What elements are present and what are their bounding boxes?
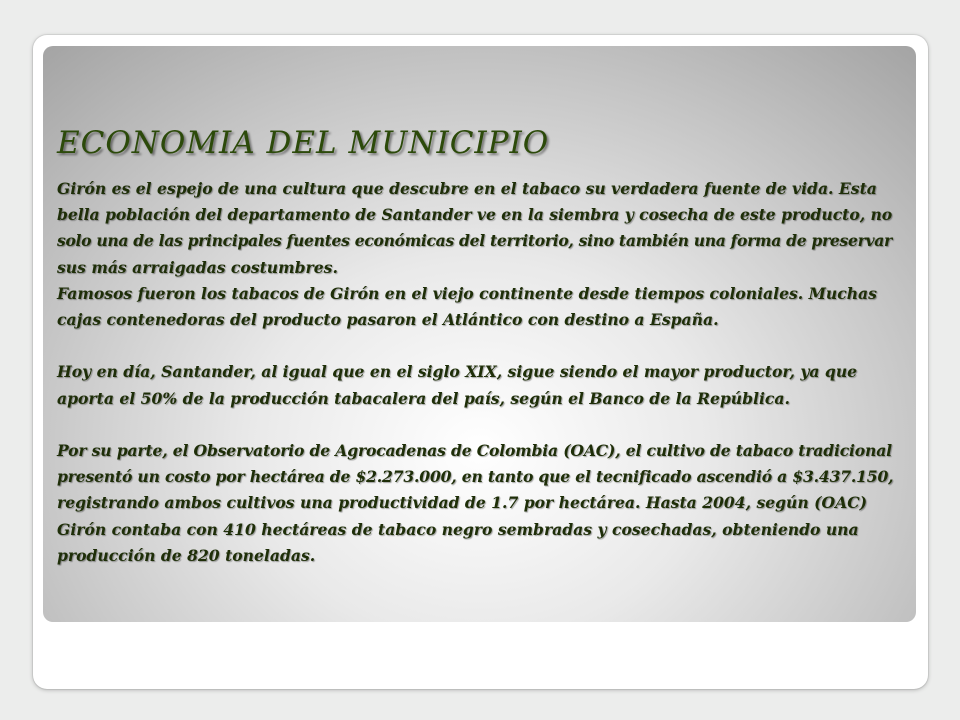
body-line: Famosos fueron los tabacos de Girón en el viejo continente desde tiempos coloniales. Muchas [57,283,877,303]
paragraph-spacer [57,333,892,359]
body-line: producción de 820 toneladas. [57,545,316,565]
body-line: Hoy en día, Santander, al igual que en el siglo XIX, sigue siendo el mayor productor, ya que [57,362,858,382]
body-line: bella población del departamento de Santander ve en la siembra y cosecha de este producto, no [57,205,893,225]
body-line: sus más arraigadas costumbres. [57,257,338,277]
body-line: aporta el 50% de la producción tabacalera del país, según el Banco de la República. [57,388,790,408]
body-line: Girón es el espejo de una cultura que descubre en el tabaco su verdadera fuente de vida. Esta [57,179,877,198]
body-line: Por su parte, el Observatorio de Agrocadenas de Colombia (OAC), el cultivo de tabaco tradicional [57,441,892,460]
body-line: presentó un costo por hectárea de $2.273.000, en tanto que el tecnificado ascendió a $3.437.150, [57,467,894,487]
slide-body [57,176,892,569]
paragraph-spacer [57,412,892,438]
body-line: Girón contaba con 410 hectáreas de tabaco negro sembradas y cosechadas, obteniendo una [57,519,859,539]
body-line: registrando ambos cultivos una productividad de 1.7 por hectárea. Hasta 2004, según (OAC) [57,493,868,513]
body-line: cajas contenedoras del producto pasaron el Atlántico con destino a España. [57,310,719,330]
body-line: solo una de las principales fuentes económicas del territorio, sino también una forma de preservar [57,231,892,251]
slide-title: ECONOMIA DEL MUNICIPIO [57,125,550,161]
